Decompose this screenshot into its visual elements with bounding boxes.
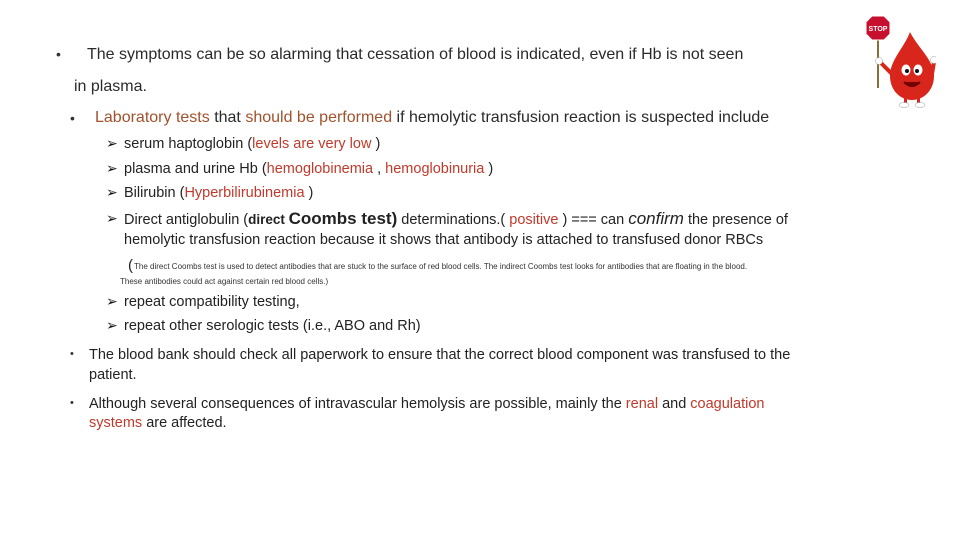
sub1-highlight: levels are very low xyxy=(252,136,372,152)
sub2-sep: , xyxy=(373,161,386,177)
sub6-text: repeat other serologic tests (i.e., ABO and Rh) xyxy=(124,318,421,334)
sub2-highlight-2: hemoglobinuria xyxy=(385,161,485,177)
sub4-line2: hemolytic transfusion reaction because it shows that antibody is attached to transfused donor RBCs xyxy=(124,232,764,248)
sub4-positive: positive xyxy=(509,212,559,228)
bullet-icon: • xyxy=(70,397,74,409)
sub3-text xyxy=(124,185,313,201)
bullet2-text xyxy=(95,109,769,127)
sub2-highlight-1: hemoglobinemia xyxy=(266,161,374,177)
sub4-coombs: Coombs test) xyxy=(288,209,398,228)
sub4-confirm: confirm xyxy=(628,209,684,228)
sub1-text xyxy=(124,136,380,152)
stop-sign-text: STOP xyxy=(868,26,888,33)
bullet3-line2: patient. xyxy=(89,367,137,383)
note-line1: The direct Coombs test is used to detect antibodies that are stuck to the surface of red blood cells. The indirect Coombs test looks for antibodies that are floating in the blood. xyxy=(134,262,748,271)
bullet1-line1: The symptoms can be so alarming that cessation of blood is indicated, even if Hb is not seen xyxy=(87,46,744,63)
bullet2-that: that xyxy=(214,109,241,126)
bullet-icon: • xyxy=(56,46,61,62)
bullet4-systems: systems xyxy=(89,415,143,431)
arrow-bullet-icon: ➢ xyxy=(106,184,118,200)
bullet2-highlight-lab-tests: Laboratory tests xyxy=(95,109,210,126)
bullet4-coagulation: coagulation xyxy=(690,396,765,412)
bullet4-and: and xyxy=(658,396,691,412)
note-line2: These antibodies could act against certain red blood cells.) xyxy=(120,277,329,286)
sub4-rest: the presence of xyxy=(683,212,788,228)
arrow-bullet-icon: ➢ xyxy=(106,293,118,309)
bullet4-affected: are affected. xyxy=(142,415,227,431)
arrow-bullet-icon: ➢ xyxy=(106,135,118,151)
sub1-label: serum haptoglobin ( xyxy=(124,136,253,152)
sub4-direct: direct xyxy=(248,212,289,227)
arrow-bullet-icon: ➢ xyxy=(106,210,118,226)
note-open-paren: ( xyxy=(128,257,133,274)
bullet2-highlight-performed: should be performed xyxy=(245,109,393,126)
sub4-label: Direct antiglobulin ( xyxy=(124,212,249,228)
sub3-close: ) xyxy=(304,185,314,201)
sub2-close: ) xyxy=(484,161,494,177)
bullet4-line2 xyxy=(89,415,227,431)
bullet1-line2: in plasma. xyxy=(74,78,147,95)
bullet2-rest: if hemolytic transfusion reaction is suspected include xyxy=(396,109,770,126)
bullet3-line1: The blood bank should check all paperwork to ensure that the correct blood component was transfused to the xyxy=(89,347,791,363)
bullet4-line1 xyxy=(89,396,764,412)
sub3-label: Bilirubin ( xyxy=(124,185,185,201)
sub4-determinations: determinations.( xyxy=(397,212,510,228)
sub5-text: repeat compatibility testing, xyxy=(124,294,300,310)
bullet-icon: • xyxy=(70,110,75,126)
blood-drop-stop-mascot-icon xyxy=(866,14,936,109)
sub2-label: plasma and urine Hb ( xyxy=(124,161,267,177)
sub2-text xyxy=(124,161,493,177)
bullet4-text: Although several consequences of intravascular hemolysis are possible, mainly the xyxy=(89,396,626,412)
sub4-can: ) === can xyxy=(558,212,629,228)
sub1-close: ) xyxy=(371,136,381,152)
sub3-highlight: Hyperbilirubinemia xyxy=(184,185,305,201)
arrow-bullet-icon: ➢ xyxy=(106,317,118,333)
bullet-icon: • xyxy=(70,348,74,360)
bullet4-renal: renal xyxy=(625,396,659,412)
arrow-bullet-icon: ➢ xyxy=(106,160,118,176)
sub4-text xyxy=(124,209,788,229)
